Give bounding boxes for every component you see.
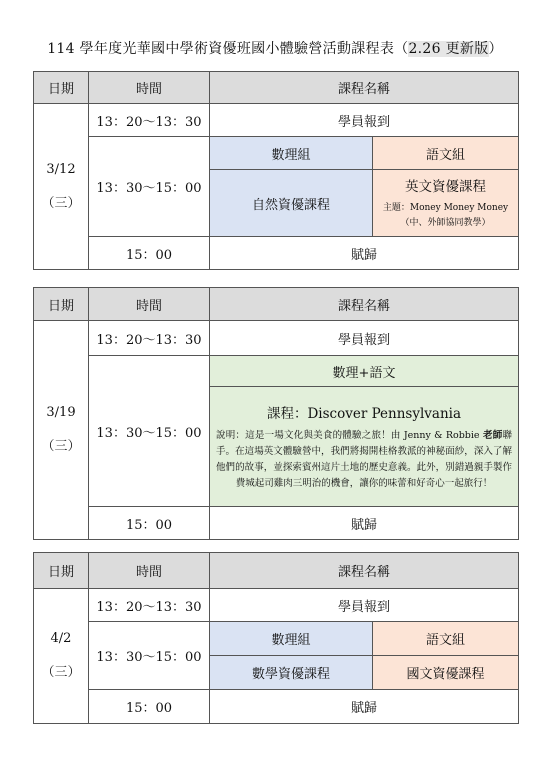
lang-theme: 主題：Money Money Money bbox=[382, 203, 509, 213]
table-row bbox=[34, 589, 519, 622]
group-lang: 語文組 bbox=[373, 622, 519, 656]
group-lang: 語文組 bbox=[373, 137, 519, 170]
activity-cell: 賦歸 bbox=[210, 507, 519, 540]
time-cell: 15：00 bbox=[89, 507, 210, 540]
activity-cell: 賦歸 bbox=[210, 690, 519, 724]
group-combined: 數理+語文 bbox=[210, 356, 519, 387]
header-time: 時間 bbox=[89, 553, 210, 589]
lang-note: （中、外師協同教學） bbox=[400, 218, 491, 228]
desc-name: Robbie bbox=[445, 429, 480, 441]
table-row bbox=[34, 104, 519, 137]
course-math: 數學資優課程 bbox=[210, 656, 373, 690]
header-row bbox=[34, 553, 519, 589]
date: 4/2 bbox=[50, 631, 72, 646]
header-time: 時間 bbox=[89, 288, 210, 321]
header-course: 課程名稱 bbox=[210, 288, 519, 321]
activity-cell: 學員報到 bbox=[210, 321, 519, 356]
table-row bbox=[34, 321, 519, 356]
weekday: （三） bbox=[41, 439, 81, 454]
time-cell: 13：30～15：00 bbox=[89, 137, 210, 237]
table-row bbox=[34, 356, 519, 387]
weekday: （三） bbox=[41, 665, 81, 680]
time-cell: 13：20～13：30 bbox=[89, 589, 210, 622]
schedule-table-3 bbox=[33, 552, 519, 724]
title-version: 2.26 更新版 bbox=[408, 41, 489, 57]
date-cell bbox=[34, 589, 89, 724]
title-end: ） bbox=[488, 41, 503, 57]
schedule-table-2 bbox=[33, 287, 519, 540]
time-cell: 13：20～13：30 bbox=[89, 321, 210, 356]
table-row bbox=[34, 237, 519, 270]
table-row bbox=[34, 507, 519, 540]
time-cell: 15：00 bbox=[89, 237, 210, 270]
page-title bbox=[0, 38, 550, 58]
weekday: （三） bbox=[41, 195, 81, 211]
header-date: 日期 bbox=[34, 72, 89, 104]
desc-intro: 說明：這是一場文化與美食的體驗之旅！由 Jenny & bbox=[216, 429, 443, 441]
course-description-cell bbox=[210, 387, 519, 507]
group-math: 數理組 bbox=[210, 622, 373, 656]
course-description bbox=[210, 428, 518, 492]
activity-cell: 學員報到 bbox=[210, 104, 519, 137]
activity-cell: 賦歸 bbox=[210, 237, 519, 270]
date: 3/19 bbox=[46, 405, 76, 420]
title-main: 114 學年度光華國中學術資優班國小體驗營活動課程表（ bbox=[47, 41, 409, 57]
time-cell: 13：20～13：30 bbox=[89, 104, 210, 137]
table-row bbox=[34, 622, 519, 656]
activity-cell: 學員報到 bbox=[210, 589, 519, 622]
table-row bbox=[34, 690, 519, 724]
header-row bbox=[34, 72, 519, 104]
desc-teacher: 老師 bbox=[479, 429, 503, 441]
course-lang: 英文資優課程 bbox=[405, 179, 486, 195]
course-title: 課程：Discover Pennsylvania bbox=[266, 405, 462, 422]
course-math: 自然資優課程 bbox=[210, 170, 373, 237]
course-lang: 國文資優課程 bbox=[373, 656, 519, 690]
time-cell: 15：00 bbox=[89, 690, 210, 724]
date-cell bbox=[34, 321, 89, 540]
header-date: 日期 bbox=[34, 288, 89, 321]
time-cell: 13：30～15：00 bbox=[89, 356, 210, 507]
header-course: 課程名稱 bbox=[210, 72, 519, 104]
course-lang-cell bbox=[373, 170, 519, 237]
desc-body: 聯手。在這場英文體驗營中，我們將揭開桂格教派的神秘面紗，深入了解他們的故事，並探索賓州這片土地的歷史意義。此外，別錯過親手製作費城起司雞肉三明治的機會，讓你的味蕾和好奇心一起旅行！ bbox=[216, 429, 513, 489]
header-row bbox=[34, 288, 519, 321]
time-cell: 13：30～15：00 bbox=[89, 622, 210, 690]
table-row bbox=[34, 137, 519, 170]
header-time: 時間 bbox=[89, 72, 210, 104]
date-cell bbox=[34, 104, 89, 270]
header-date: 日期 bbox=[34, 553, 89, 589]
header-course: 課程名稱 bbox=[210, 553, 519, 589]
schedule-table-1 bbox=[33, 71, 519, 270]
date: 3/12 bbox=[46, 161, 76, 177]
group-math: 數理組 bbox=[210, 137, 373, 170]
